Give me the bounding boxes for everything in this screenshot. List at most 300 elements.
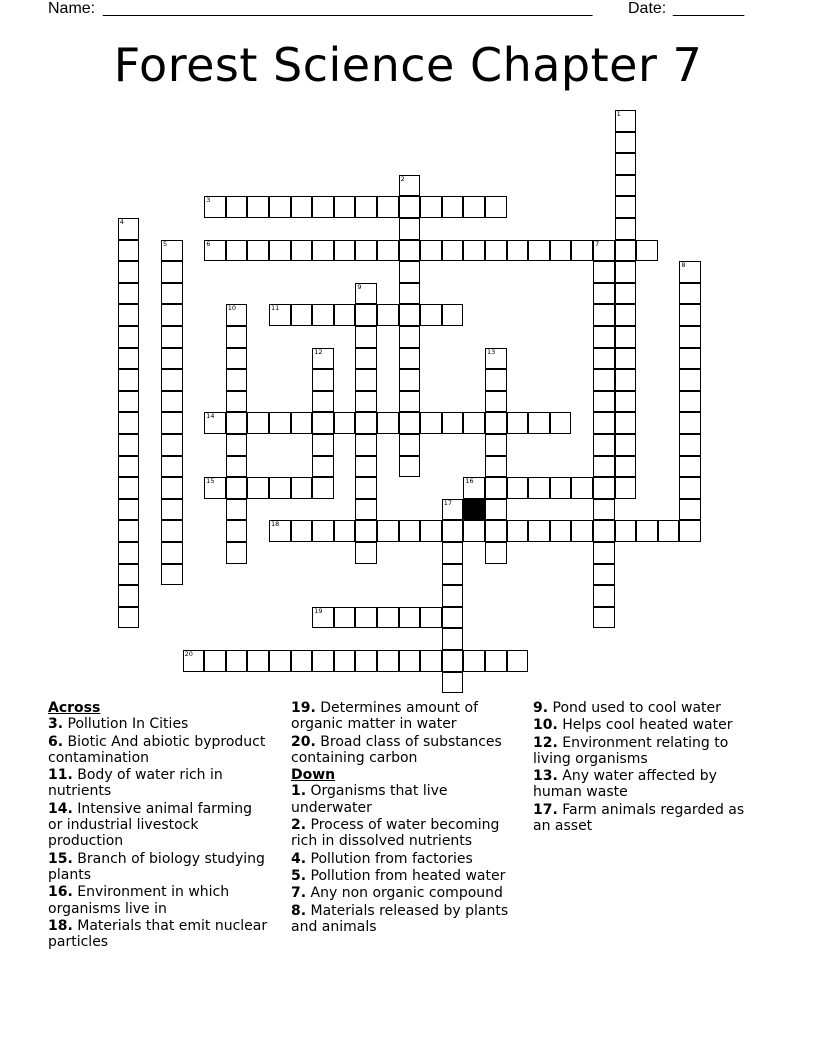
crossword-cell[interactable] xyxy=(269,650,291,672)
clue-text: Materials released by plants and animals xyxy=(291,902,509,935)
crossword-cell[interactable] xyxy=(161,542,183,564)
clue-number: 11. xyxy=(48,767,73,784)
crossword-cell[interactable] xyxy=(377,520,399,542)
crossword-cell[interactable] xyxy=(161,520,183,542)
crossword-cell[interactable] xyxy=(118,348,140,370)
clue-number: 10. xyxy=(533,717,558,734)
crossword-cell[interactable] xyxy=(571,477,593,499)
crossword-cell[interactable] xyxy=(161,477,183,499)
clue-number-label: 3 xyxy=(206,196,211,205)
clue-text: Pollution from factories xyxy=(310,850,473,867)
clue-down-17 xyxy=(533,802,755,835)
crossword-cell[interactable] xyxy=(161,283,183,305)
crossword-cell[interactable] xyxy=(679,412,701,434)
crossword-cell[interactable] xyxy=(312,412,334,434)
clue-number-label: 17 xyxy=(443,498,453,507)
crossword-cell[interactable] xyxy=(550,412,572,434)
crossword-cell[interactable] xyxy=(334,520,356,542)
crossword-cell[interactable] xyxy=(679,456,701,478)
crossword-cell[interactable] xyxy=(355,326,377,348)
crossword-cell[interactable] xyxy=(593,585,615,607)
crossword-cell[interactable] xyxy=(615,391,637,413)
crossword-cell[interactable] xyxy=(291,196,313,218)
crossword-cell[interactable] xyxy=(615,477,637,499)
crossword-cell[interactable] xyxy=(442,564,464,586)
crossword-cell[interactable] xyxy=(485,477,507,499)
crossword-cell[interactable] xyxy=(226,456,248,478)
crossword-cell[interactable] xyxy=(312,348,334,370)
crossword-cell[interactable] xyxy=(679,434,701,456)
crossword-cell[interactable] xyxy=(636,520,658,542)
crossword-cell[interactable] xyxy=(226,434,248,456)
crossword-cell[interactable] xyxy=(442,520,464,542)
crossword-cell[interactable] xyxy=(269,240,291,262)
date-field[interactable]: ________ xyxy=(673,0,745,17)
crossword-cell[interactable] xyxy=(204,240,226,262)
crossword-cell[interactable] xyxy=(355,607,377,629)
crossword-cell[interactable] xyxy=(399,218,421,240)
crossword-cell[interactable] xyxy=(161,564,183,586)
crossword-cell[interactable] xyxy=(355,348,377,370)
crossword-cell[interactable] xyxy=(420,240,442,262)
crossword-cell[interactable] xyxy=(615,412,637,434)
crossword-cell[interactable] xyxy=(399,304,421,326)
crossword-cell[interactable] xyxy=(485,650,507,672)
crossword-cell[interactable] xyxy=(161,412,183,434)
crossword-cell[interactable] xyxy=(615,132,637,154)
crossword-cell[interactable] xyxy=(312,650,334,672)
crossword-cell[interactable] xyxy=(118,240,140,262)
crossword-cell[interactable] xyxy=(679,261,701,283)
crossword-cell[interactable] xyxy=(291,304,313,326)
crossword-cell[interactable] xyxy=(442,240,464,262)
crossword-cell[interactable] xyxy=(355,477,377,499)
crossword-cell[interactable] xyxy=(312,391,334,413)
crossword-black-cell xyxy=(463,499,485,521)
crossword-cell[interactable] xyxy=(226,412,248,434)
name-label: Name: xyxy=(48,0,96,17)
clue-down-1 xyxy=(291,783,513,816)
crossword-cell[interactable] xyxy=(507,240,529,262)
crossword-cell[interactable] xyxy=(420,607,442,629)
crossword-cell[interactable] xyxy=(442,542,464,564)
clue-text: Intensive animal farming or industrial livestock production xyxy=(48,800,252,850)
crossword-cell[interactable] xyxy=(442,304,464,326)
crossword-cell[interactable] xyxy=(161,348,183,370)
crossword-cell[interactable] xyxy=(204,650,226,672)
crossword-cell[interactable] xyxy=(312,477,334,499)
crossword-cell[interactable] xyxy=(269,304,291,326)
clue-number: 14. xyxy=(48,800,73,817)
crossword-cell[interactable] xyxy=(593,456,615,478)
crossword-cell[interactable] xyxy=(226,520,248,542)
crossword-cell[interactable] xyxy=(420,304,442,326)
crossword-cell[interactable] xyxy=(226,542,248,564)
crossword-cell[interactable] xyxy=(593,499,615,521)
crossword-cell[interactable] xyxy=(118,477,140,499)
crossword-cell[interactable] xyxy=(291,520,313,542)
crossword-cell[interactable] xyxy=(571,520,593,542)
crossword-cell[interactable] xyxy=(377,650,399,672)
crossword-cell[interactable] xyxy=(442,628,464,650)
crossword-cell[interactable] xyxy=(226,348,248,370)
crossword-cell[interactable] xyxy=(485,369,507,391)
clue-across-20 xyxy=(291,734,513,767)
crossword-cell[interactable] xyxy=(118,585,140,607)
crossword-cell[interactable] xyxy=(334,607,356,629)
clue-number: 2. xyxy=(291,817,307,834)
crossword-cell[interactable] xyxy=(550,477,572,499)
crossword-cell[interactable] xyxy=(593,240,615,262)
crossword-cell[interactable] xyxy=(355,391,377,413)
crossword-cell[interactable] xyxy=(269,477,291,499)
crossword-cell[interactable] xyxy=(658,520,680,542)
crossword-cell[interactable] xyxy=(204,196,226,218)
crossword-cell[interactable] xyxy=(399,326,421,348)
crossword-cell[interactable] xyxy=(593,564,615,586)
crossword-cell[interactable] xyxy=(118,499,140,521)
clue-down-2 xyxy=(291,817,513,850)
crossword-cell[interactable] xyxy=(615,304,637,326)
crossword-cell[interactable] xyxy=(399,456,421,478)
crossword-cell[interactable] xyxy=(334,240,356,262)
crossword-cell[interactable] xyxy=(355,650,377,672)
clue-down-10 xyxy=(533,717,755,733)
crossword-cell[interactable] xyxy=(118,218,140,240)
crossword-cell[interactable] xyxy=(312,456,334,478)
crossword-cell[interactable] xyxy=(377,304,399,326)
crossword-cell[interactable] xyxy=(615,153,637,175)
crossword-cell[interactable] xyxy=(485,196,507,218)
crossword-cell[interactable] xyxy=(528,412,550,434)
clue-number: 7. xyxy=(291,885,307,902)
crossword-cell[interactable] xyxy=(355,434,377,456)
crossword-cell[interactable] xyxy=(442,585,464,607)
clue-text: Broad class of substances containing carbon xyxy=(291,733,502,766)
crossword-cell[interactable] xyxy=(442,607,464,629)
crossword-cell[interactable] xyxy=(377,607,399,629)
clue-down-13 xyxy=(533,768,755,801)
clue-text: Environment in which organisms live in xyxy=(48,884,230,917)
crossword-cell[interactable] xyxy=(183,650,205,672)
crossword-cell[interactable] xyxy=(420,650,442,672)
crossword-cell[interactable] xyxy=(247,240,269,262)
crossword-cell[interactable] xyxy=(593,304,615,326)
crossword-cell[interactable] xyxy=(161,240,183,262)
crossword-cell[interactable] xyxy=(118,261,140,283)
crossword-cell[interactable] xyxy=(118,607,140,629)
crossword-cell[interactable] xyxy=(269,412,291,434)
crossword-cell[interactable] xyxy=(291,477,313,499)
clue-down-8 xyxy=(291,903,513,936)
crossword-cell[interactable] xyxy=(420,196,442,218)
crossword-cell[interactable] xyxy=(615,240,637,262)
crossword-cell[interactable] xyxy=(226,477,248,499)
crossword-cell[interactable] xyxy=(679,304,701,326)
crossword-cell[interactable] xyxy=(355,369,377,391)
crossword-cell[interactable] xyxy=(507,477,529,499)
crossword-cell[interactable] xyxy=(442,499,464,521)
crossword-cell[interactable] xyxy=(118,456,140,478)
crossword-cell[interactable] xyxy=(118,369,140,391)
crossword-cell[interactable] xyxy=(463,240,485,262)
clue-number-label: 1 xyxy=(616,110,621,118)
clue-text: Farm animals regarded as an asset xyxy=(533,801,745,835)
crossword-cell[interactable] xyxy=(291,240,313,262)
clue-number-label: 19 xyxy=(314,606,323,615)
crossword-cell[interactable] xyxy=(377,196,399,218)
crossword-cell[interactable] xyxy=(355,520,377,542)
crossword-cell[interactable] xyxy=(269,520,291,542)
clue-number: 17. xyxy=(533,801,558,818)
crossword-cell[interactable] xyxy=(615,369,637,391)
clue-number: 16. xyxy=(48,884,73,901)
clue-across-18 xyxy=(48,918,270,951)
crossword-cell[interactable] xyxy=(593,369,615,391)
crossword-cell[interactable] xyxy=(442,650,464,672)
crossword-cell[interactable] xyxy=(615,456,637,478)
crossword-cell[interactable] xyxy=(507,650,529,672)
crossword-cell[interactable] xyxy=(312,369,334,391)
crossword-cell[interactable] xyxy=(507,520,529,542)
crossword-cell[interactable] xyxy=(355,240,377,262)
crossword-cell[interactable] xyxy=(420,412,442,434)
clue-number-label: 2 xyxy=(400,174,405,183)
crossword-cell[interactable] xyxy=(615,520,637,542)
crossword-cell[interactable] xyxy=(636,240,658,262)
crossword-cell[interactable] xyxy=(399,607,421,629)
crossword-cell[interactable] xyxy=(226,369,248,391)
crossword-cell[interactable] xyxy=(247,412,269,434)
crossword-cell[interactable] xyxy=(550,520,572,542)
crossword-cell[interactable] xyxy=(226,240,248,262)
crossword-cell[interactable] xyxy=(334,304,356,326)
crossword-cell[interactable] xyxy=(399,196,421,218)
crossword-cell[interactable] xyxy=(593,607,615,629)
crossword-cell[interactable] xyxy=(463,520,485,542)
crossword-cell[interactable] xyxy=(226,304,248,326)
crossword-cell[interactable] xyxy=(269,196,291,218)
crossword-cell[interactable] xyxy=(593,391,615,413)
crossword-cell[interactable] xyxy=(399,412,421,434)
crossword-cell[interactable] xyxy=(118,304,140,326)
crossword-cell[interactable] xyxy=(679,326,701,348)
clue-number: 6. xyxy=(48,733,64,750)
crossword-cell[interactable] xyxy=(679,499,701,521)
crossword-cell[interactable] xyxy=(399,175,421,197)
crossword-cell[interactable] xyxy=(118,391,140,413)
crossword-cell[interactable] xyxy=(334,196,356,218)
crossword-cell[interactable] xyxy=(355,283,377,305)
crossword-cell[interactable] xyxy=(615,348,637,370)
crossword-cell[interactable] xyxy=(485,456,507,478)
crossword-cell[interactable] xyxy=(463,650,485,672)
crossword-cell[interactable] xyxy=(161,326,183,348)
crossword-cell[interactable] xyxy=(355,456,377,478)
crossword-cell[interactable] xyxy=(399,391,421,413)
clue-number-label: 12 xyxy=(314,347,323,356)
crossword-cell[interactable] xyxy=(442,412,464,434)
crossword-cell[interactable] xyxy=(550,240,572,262)
clue-text: Any non organic compound xyxy=(310,885,503,902)
crossword-cell[interactable] xyxy=(679,391,701,413)
crossword-cell[interactable] xyxy=(399,369,421,391)
crossword-cell[interactable] xyxy=(615,326,637,348)
crossword-cell[interactable] xyxy=(118,326,140,348)
clue-number-label: 8 xyxy=(681,261,686,270)
crossword-cell[interactable] xyxy=(593,434,615,456)
crossword-cell[interactable] xyxy=(485,391,507,413)
clue-number: 15. xyxy=(48,850,73,867)
crossword-cell[interactable] xyxy=(355,499,377,521)
crossword-cell[interactable] xyxy=(485,412,507,434)
crossword-cell[interactable] xyxy=(615,110,637,132)
crossword-cell[interactable] xyxy=(615,196,637,218)
crossword-cell[interactable] xyxy=(463,412,485,434)
crossword-cell[interactable] xyxy=(593,477,615,499)
crossword-cell[interactable] xyxy=(377,412,399,434)
clue-number-label: 7 xyxy=(595,239,600,248)
crossword-cell[interactable] xyxy=(118,564,140,586)
crossword-cell[interactable] xyxy=(485,542,507,564)
crossword-cell[interactable] xyxy=(485,434,507,456)
crossword-cell[interactable] xyxy=(593,412,615,434)
crossword-cell[interactable] xyxy=(118,283,140,305)
crossword-cell[interactable] xyxy=(679,369,701,391)
crossword-cell[interactable] xyxy=(593,520,615,542)
crossword-cell[interactable] xyxy=(161,434,183,456)
crossword-cell[interactable] xyxy=(679,283,701,305)
crossword-cell[interactable] xyxy=(226,196,248,218)
clue-text: Organisms that live underwater xyxy=(291,783,448,816)
clue-text: Pond used to cool water xyxy=(552,700,721,716)
crossword-cell[interactable] xyxy=(204,477,226,499)
crossword-cell[interactable] xyxy=(161,456,183,478)
crossword-cell[interactable] xyxy=(679,348,701,370)
crossword-cell[interactable] xyxy=(161,261,183,283)
clue-number-label: 15 xyxy=(206,477,215,486)
crossword-cell[interactable] xyxy=(571,240,593,262)
crossword-cell[interactable] xyxy=(615,434,637,456)
crossword-cell[interactable] xyxy=(247,477,269,499)
crossword-cell[interactable] xyxy=(161,304,183,326)
crossword-cell[interactable] xyxy=(334,650,356,672)
crossword-cell[interactable] xyxy=(312,520,334,542)
crossword-cell[interactable] xyxy=(420,520,442,542)
crossword-cell[interactable] xyxy=(399,348,421,370)
clue-number-label: 13 xyxy=(487,347,496,356)
crossword-cell[interactable] xyxy=(226,499,248,521)
clue-number-label: 20 xyxy=(184,650,193,658)
crossword-cell[interactable] xyxy=(528,240,550,262)
clue-number-label: 9 xyxy=(357,282,362,291)
clue-column-1 xyxy=(48,700,270,951)
crossword-cell[interactable] xyxy=(226,650,248,672)
crossword-cell[interactable] xyxy=(399,240,421,262)
crossword-cell[interactable] xyxy=(442,196,464,218)
crossword-cell[interactable] xyxy=(593,542,615,564)
clue-down-7 xyxy=(291,885,513,901)
clue-text: Branch of biology studying plants xyxy=(48,850,265,883)
clue-number: 13. xyxy=(533,768,558,785)
clue-text: Determines amount of organic matter in water xyxy=(291,700,478,733)
crossword-cell[interactable] xyxy=(528,520,550,542)
crossword-cell[interactable] xyxy=(399,434,421,456)
crossword-cell[interactable] xyxy=(118,434,140,456)
crossword-cell[interactable] xyxy=(291,650,313,672)
clue-text: Materials that emit nuclear particles xyxy=(48,917,268,951)
crossword-cell[interactable] xyxy=(485,348,507,370)
crossword-cell[interactable] xyxy=(679,477,701,499)
clue-text: Process of water becoming rich in dissolved nutrients xyxy=(291,817,500,850)
crossword-cell[interactable] xyxy=(377,240,399,262)
crossword-cell[interactable] xyxy=(528,477,550,499)
crossword-cell[interactable] xyxy=(399,261,421,283)
clue-number: 18. xyxy=(48,917,73,934)
crossword-cell[interactable] xyxy=(615,175,637,197)
crossword-cell[interactable] xyxy=(312,607,334,629)
crossword-cell[interactable] xyxy=(615,218,637,240)
crossword-cell[interactable] xyxy=(399,283,421,305)
crossword-cell[interactable] xyxy=(247,650,269,672)
crossword-cell[interactable] xyxy=(312,240,334,262)
crossword-cell[interactable] xyxy=(312,196,334,218)
crossword-cell[interactable] xyxy=(507,412,529,434)
crossword-cell[interactable] xyxy=(485,520,507,542)
crossword-cell[interactable] xyxy=(593,326,615,348)
crossword-cell[interactable] xyxy=(463,477,485,499)
crossword-cell[interactable] xyxy=(161,369,183,391)
crossword-cell[interactable] xyxy=(593,348,615,370)
crossword-cell[interactable] xyxy=(355,542,377,564)
clue-number: 12. xyxy=(533,734,558,751)
crossword-cell[interactable] xyxy=(118,542,140,564)
clue-across-16 xyxy=(48,884,270,917)
crossword-cell[interactable] xyxy=(399,520,421,542)
clue-text: Biotic And abiotic byproduct contamination xyxy=(48,733,266,766)
crossword-cell[interactable] xyxy=(442,672,464,694)
crossword-cell[interactable] xyxy=(226,391,248,413)
crossword-cell[interactable] xyxy=(334,412,356,434)
crossword-cell[interactable] xyxy=(615,261,637,283)
crossword-cell[interactable] xyxy=(593,261,615,283)
crossword-cell[interactable] xyxy=(291,412,313,434)
crossword-cell[interactable] xyxy=(312,434,334,456)
crossword-cell[interactable] xyxy=(355,412,377,434)
crossword-cell[interactable] xyxy=(679,520,701,542)
name-field[interactable]: _______________________________________________________ xyxy=(103,0,593,17)
crossword-cell[interactable] xyxy=(204,412,226,434)
clue-text: Body of water rich in nutrients xyxy=(48,767,223,800)
crossword-cell[interactable] xyxy=(312,304,334,326)
crossword-cell[interactable] xyxy=(161,499,183,521)
crossword-cell[interactable] xyxy=(247,196,269,218)
crossword-cell[interactable] xyxy=(485,240,507,262)
crossword-cell[interactable] xyxy=(485,499,507,521)
crossword-cell[interactable] xyxy=(355,196,377,218)
crossword-cell[interactable] xyxy=(399,650,421,672)
crossword-cell[interactable] xyxy=(118,520,140,542)
crossword-cell[interactable] xyxy=(463,196,485,218)
crossword-cell[interactable] xyxy=(593,283,615,305)
crossword-cell[interactable] xyxy=(615,283,637,305)
clue-across-19 xyxy=(291,700,513,733)
crossword-cell[interactable] xyxy=(355,304,377,326)
crossword-cell[interactable] xyxy=(118,412,140,434)
crossword-cell[interactable] xyxy=(226,326,248,348)
clue-number: 9. xyxy=(533,700,549,716)
crossword-cell[interactable] xyxy=(161,391,183,413)
